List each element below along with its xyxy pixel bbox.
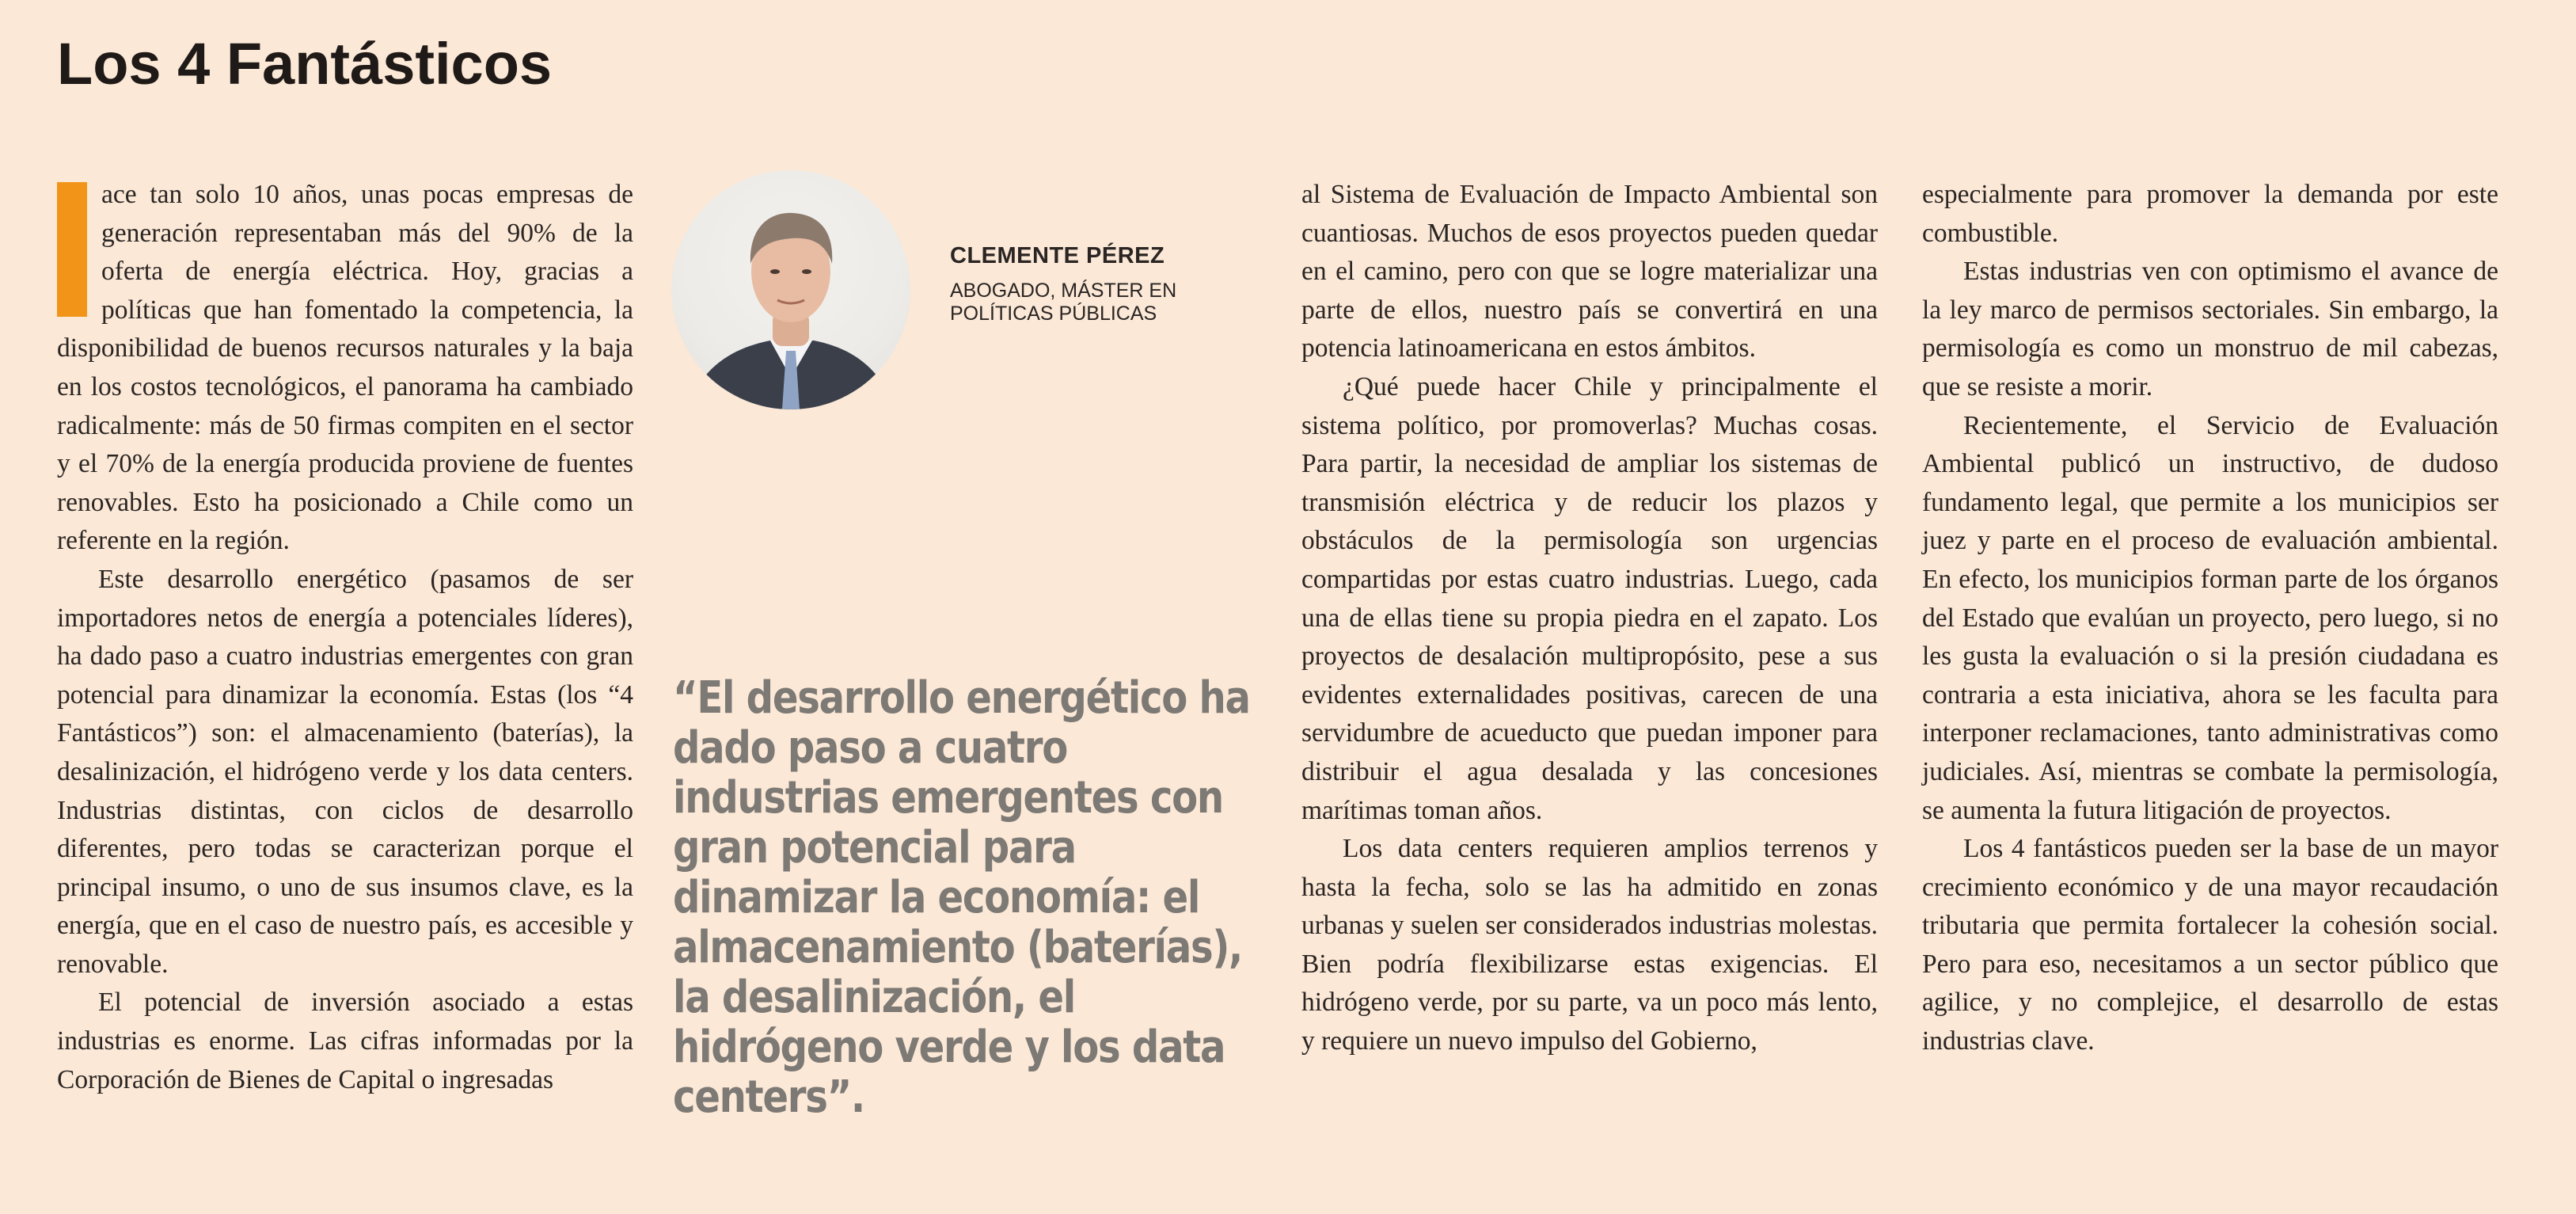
dropcap bbox=[57, 182, 87, 317]
paragraph-9: Recientemente, el Servicio de Evaluación Ambiental publicó un instructivo, de dudoso fundamento legal, que permite a los municipios ser juez y parte en el proceso de evaluación ambiental. En efecto, los municipios forman parte de los órganos del Estado que evalúan un proyecto, pero luego, si no les gusta la evaluación o si la presión ciudadana es contraria a esta iniciativa, ahora se les faculta para interponer reclamaciones, tanto administrativas como judiciales. Así, mientras se combate la permisología, se aumenta la futura litigación de proyectos. bbox=[1922, 410, 2498, 825]
paragraph-1-text: ace tan solo 10 años, unas pocas empresas de generación representaban más del 90% de la oferta de energía eléctrica. Hoy, gracias a políticas que han fomentado la competencia, la disponibilidad de buenos recursos naturales y la baja en los costos tecnológicos, el panorama ha cambiado radicalmente: más de 50 firmas compiten en el sector y el 70% de la energía producida proviene de fuentes renovables. Esto ha posicionado a Chile como un referente en la región. bbox=[57, 180, 633, 556]
author-name: CLEMENTE PÉREZ bbox=[950, 243, 1165, 268]
paragraph-5: ¿Qué puede hacer Chile y principalmente el sistema político, por promoverlas? Muchas cosas. Para partir, la necesidad de ampliar los sistemas de transmisión eléctrica y de reducir los plazos y obstáculos de la permisología son urgencias compartidas por estas cuatro industrias. Luego, cada una de ellas tiene su propia piedra en el zapato. Los proyectos de desalación multipropósito, pese a sus evidentes externalidades positivas, carecen de una servidumbre de acueducto que puedan imponer para distribuir el agua desalada y las concesiones marítimas toman años. bbox=[1301, 371, 1878, 825]
column-3 bbox=[1301, 176, 1878, 1061]
pull-quote: “El desarrollo energético ha dado paso a cuatro industrias emergentes con gran potencial para dinamizar la economía: el almacenamiento (baterías), la desalinización, el hidrógeno verde y los data centers”. bbox=[673, 672, 1250, 1123]
article-title: Los 4 Fantásticos bbox=[57, 31, 553, 97]
paragraph-6: Los data centers requieren amplios terrenos y hasta la fecha, solo se las ha admitido en zonas urbanas y suelen ser considerados industrias molestas. Bien podría flexibilizarse estas exigencias. El hidrógeno verde, por su parte, va un poco más lento, y requiere un nuevo impulso del Gobierno, bbox=[1301, 834, 1878, 1056]
paragraph-1 bbox=[57, 176, 633, 561]
column-1 bbox=[57, 176, 633, 1099]
column-4 bbox=[1922, 176, 2498, 1061]
paragraph-8: Estas industrias ven con optimismo el avance de la ley marco de permisos sectoriales. Sin embargo, la permisología es como un monstruo de mil cabezas, que se resiste a morir. bbox=[1922, 257, 2498, 401]
paragraph-2: Este desarrollo energético (pasamos de ser importadores netos de energía a potenciales líderes), ha dado paso a cuatro industrias emergentes con gran potencial para dinamizar la economía. Estas (los “4 Fantásticos”) son: el almacenamiento (baterías), la desalinización, el hidrógeno verde y los data centers. Industrias distintas, con ciclos de desarrollo diferentes, pero todas se caracterizan porque el principal insumo, o uno de sus insumos clave, es la energía, que en el caso de nuestro país, es accesible y renovable. bbox=[57, 564, 633, 979]
paragraph-3: El potencial de inversión asociado a estas industrias es enorme. Las cifras informadas por la Corporación de Bienes de Capital o ingresadas bbox=[57, 988, 633, 1094]
author-role-line-1: ABOGADO, MÁSTER EN bbox=[950, 280, 1177, 302]
paragraph-4: al Sistema de Evaluación de Impacto Ambiental son cuantiosas. Muchos de esos proyectos pueden quedar en el camino, pero con que se logre materializar una parte de ellos, nuestro país se convertirá en una potencia latinoamericana en estos ámbitos. bbox=[1301, 180, 1878, 363]
author-role-line-2: POLÍTICAS PÚBLICAS bbox=[950, 303, 1157, 325]
paragraph-7: especialmente para promover la demanda por este combustible. bbox=[1922, 180, 2498, 248]
paragraph-10: Los 4 fantásticos pueden ser la base de un mayor crecimiento económico y de una mayor recaudación tributaria que permita fortalecer la cohesión social. Pero para eso, necesitamos a un sector público que agilice, y no complejice, el desarrollo de estas industrias clave. bbox=[1922, 834, 2498, 1056]
author-role bbox=[950, 280, 1203, 325]
author-portrait-icon bbox=[671, 170, 910, 409]
